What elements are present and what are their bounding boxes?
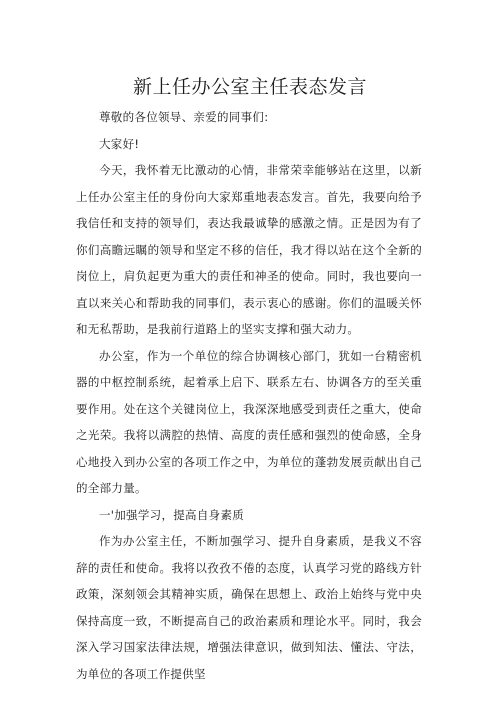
section-heading: 一'加强学习，提高自身素质	[99, 507, 245, 522]
salutation: 尊敬的各位领导、亲爱的同事们:	[99, 110, 269, 124]
paragraph: 今天，我怀着无比激动的心情，非常荣幸能够站在这里，以新上任办公室主任的身份向大家郑重地表态发言。首先，我要向给予我信任和支持的领导们，表达我最诚挚的感激之情。正是因为有了你们高瞻远瞩的领导和坚定不移的信任，我才得以站在这个全新的岗位上，肩负起更为重大的责任和神圣的使命。同时，我也要向一直以来关心和帮助我的同事们，表示衷心的感谢。你们的温暖关怀和无私帮助，是我前行道路上的坚实支撑和强大动力。	[76, 163, 422, 336]
paragraph: 作为办公室主任，不断加强学习、提升自身素质，是我义不容辞的责任和使命。我将以孜孜不倦的态度，认真学习党的路线方针政策，深刻领会其精神实质，确保在思想上、政治上始终与党中央保持高度一致，不断提高自己的政治素质和理论水平。同时，我会深入学习国家法律法规，增强法律意识，做到知法、懂法、守法，为单位的各项工作提供坚	[76, 534, 422, 681]
document-body	[76, 104, 422, 687]
document-title: 新上任办公室主任表态发言	[132, 76, 367, 98]
paragraph: 办公室，作为一个单位的综合协调核心部门，犹如一台精密机器的中枢控制系统，起着承上启下、联系左右、协调各方的至关重要作用。处在这个关键岗位上，我深深地感受到责任之重大，使命之光荣。我将以满腔的热情、高度的责任感和强烈的使命感，全身心地投入到办公室的各项工作之中，为单位的蓬勃发展贡献出自己的全部力量。	[76, 348, 422, 495]
greeting: 大家好!	[99, 136, 140, 151]
